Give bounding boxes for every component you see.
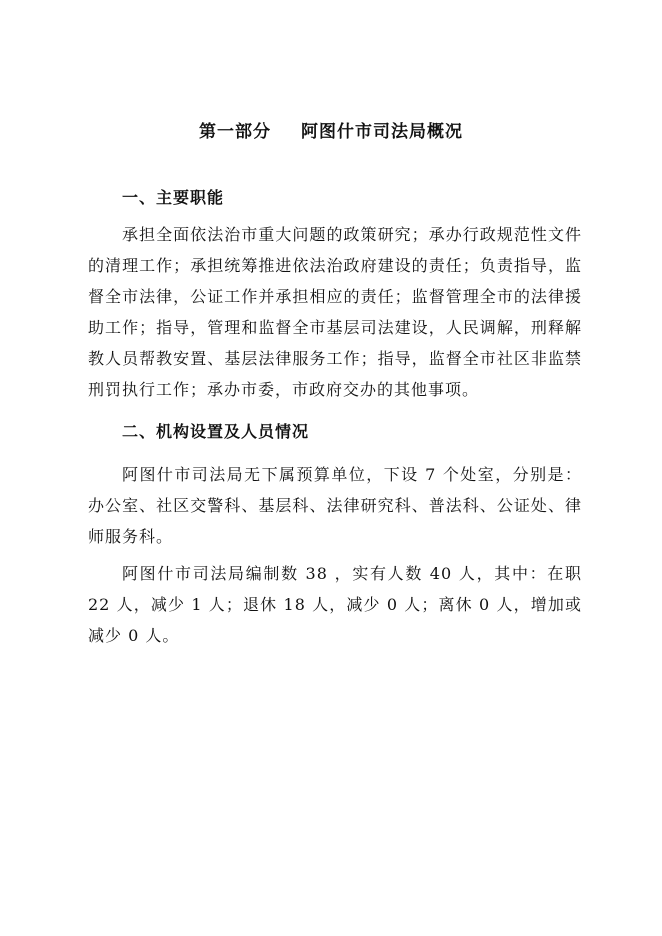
paragraph-staffing: 阿图什市司法局编制数 38 ，实有人数 40 人，其中：在职 22 人，减少 1 人；退休 18 人，减少 0 人；离休 0 人，增加或减少 0 人。 — [88, 564, 582, 645]
spacer — [88, 405, 582, 417]
paragraph-departments: 阿图什市司法局无下属预算单位，下设 7 个处室，分别是：办公室、社区交警科、基层科、法律研究科、普法科、公证处、律师服务科。 — [88, 465, 582, 546]
section-heading-main-functions: 一、主要职能 — [122, 188, 225, 207]
page-title — [0, 117, 662, 142]
document-body — [88, 183, 582, 651]
title-text: 阿图什市司法局概况 — [301, 122, 463, 142]
section-heading-organization: 二、机构设置及人员情况 — [122, 422, 310, 441]
title-part: 第一部分 — [199, 122, 271, 142]
paragraph-main-functions: 承担全面依法治市重大问题的政策研究；承办行政规范性文件的清理工作；承担统筹推进依法治政府建设的责任；负责指导，监督全市法律，公证工作并承担相应的责任；监督管理全市的法律援助工作；指导，管理和监督全市基层司法建设，人民调解，刑释解教人员帮教安置、基层法律服务工作；指导，监督全市社区非监禁刑罚执行工作；承办市委，市政府交办的其他事项。 — [88, 225, 582, 399]
